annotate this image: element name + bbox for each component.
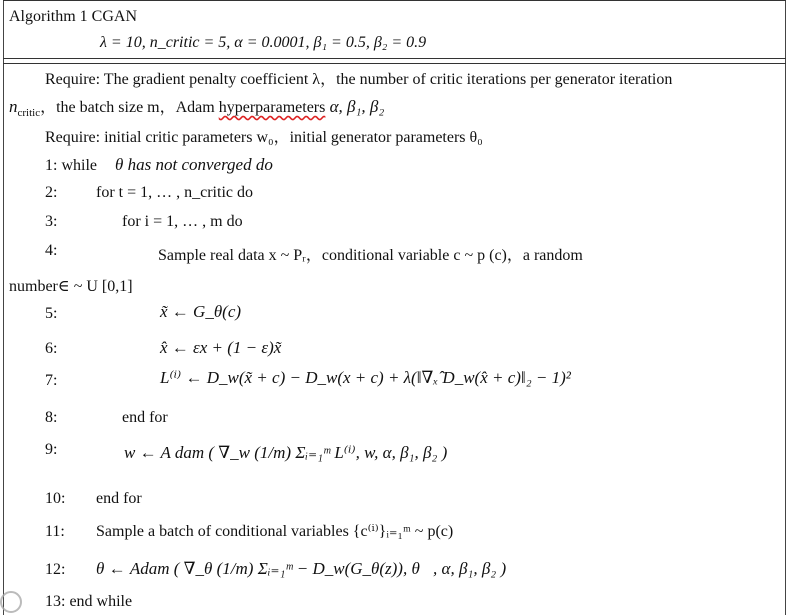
step-text: L⁽ⁱ⁾ ← D_w(x̃ + c) − D_w(x + c) + λ(‖∇ₓ̂ D_w(x̂ + c)‖₂ − 1)²	[160, 368, 571, 387]
hyperparameters-word: hyperparameters	[218, 99, 326, 116]
step-text: x̃ ← G_θ(c)	[160, 302, 242, 321]
right-border	[785, 0, 786, 615]
header-rule-2	[3, 63, 786, 64]
step-number: 1: while	[45, 157, 97, 174]
step-number: 8:	[45, 409, 58, 426]
step-number: 9:	[45, 441, 58, 458]
step-number: 7:	[45, 372, 58, 389]
step-text-continued: number∈ ~ U [0,1]	[9, 278, 133, 295]
step-text: x̂ ← εx + (1 − ε)x̃	[160, 338, 282, 357]
step-number: 12:	[45, 561, 66, 578]
left-border	[3, 0, 4, 615]
step-number: 4:	[45, 242, 58, 259]
step-text: θ has not converged do	[115, 155, 273, 174]
algorithm-title: Algorithm 1 CGAN	[9, 8, 137, 25]
step-number: 5:	[45, 305, 58, 322]
algorithm-params: λ = 10, n_critic = 5, α = 0.0001, β₁ = 0.5, β₂ = 0.9	[100, 34, 427, 51]
step-text: end for	[122, 409, 168, 426]
step-text: Sample a batch of conditional variables {c⁽ⁱ⁾}ᵢ₌₁ᵐ ~ p(c)	[96, 523, 454, 540]
step-text: for i = 1, … , m do	[122, 213, 243, 230]
step-number: 10:	[45, 490, 66, 507]
require-initial-params: Require: initial critic parameters w₀，initial generator parameters θ₀	[45, 129, 483, 146]
step-text: θ ← Adam ( ∇_θ (1/m) Σᵢ₌₁ᵐ − D_w(G_θ(z)), θ⃗, α, β₁, β₂ )	[96, 559, 507, 578]
step-number: 3:	[45, 213, 58, 230]
step-text: w ← A dam ( ∇_w (1/m) Σᵢ₌₁ᵐ L⁽ⁱ⁾, w, α, β₁, β₂ )	[124, 443, 448, 462]
watermark-logo-icon	[0, 591, 22, 613]
require-hyperparams-line2	[9, 94, 384, 119]
adam-params: α, β₁, β₂	[325, 97, 385, 116]
step-text: end for	[96, 490, 142, 507]
watermark	[0, 591, 120, 613]
step-number: 11:	[45, 523, 65, 540]
require-hyperparams-line1: Require: The gradient penalty coefficient λ，the number of critic iterations per generator iteration	[45, 71, 673, 88]
top-rule	[3, 0, 786, 1]
step-number: 2:	[45, 184, 58, 201]
header-rule	[3, 58, 786, 59]
step-text: Sample real data x ~ Pᵣ，conditional variable c ~ p (c)，a random	[158, 247, 583, 264]
step-number: 6:	[45, 340, 58, 357]
step-text: end while	[69, 593, 133, 610]
step-text: for t = 1, … , n_critic do	[96, 184, 253, 201]
n-critic-symbol: n	[9, 97, 18, 116]
n-critic-subscript: critic	[17, 107, 41, 120]
step-number-value: 13:	[45, 593, 66, 610]
batch-size-text: ，the batch size m，Adam	[40, 99, 219, 116]
